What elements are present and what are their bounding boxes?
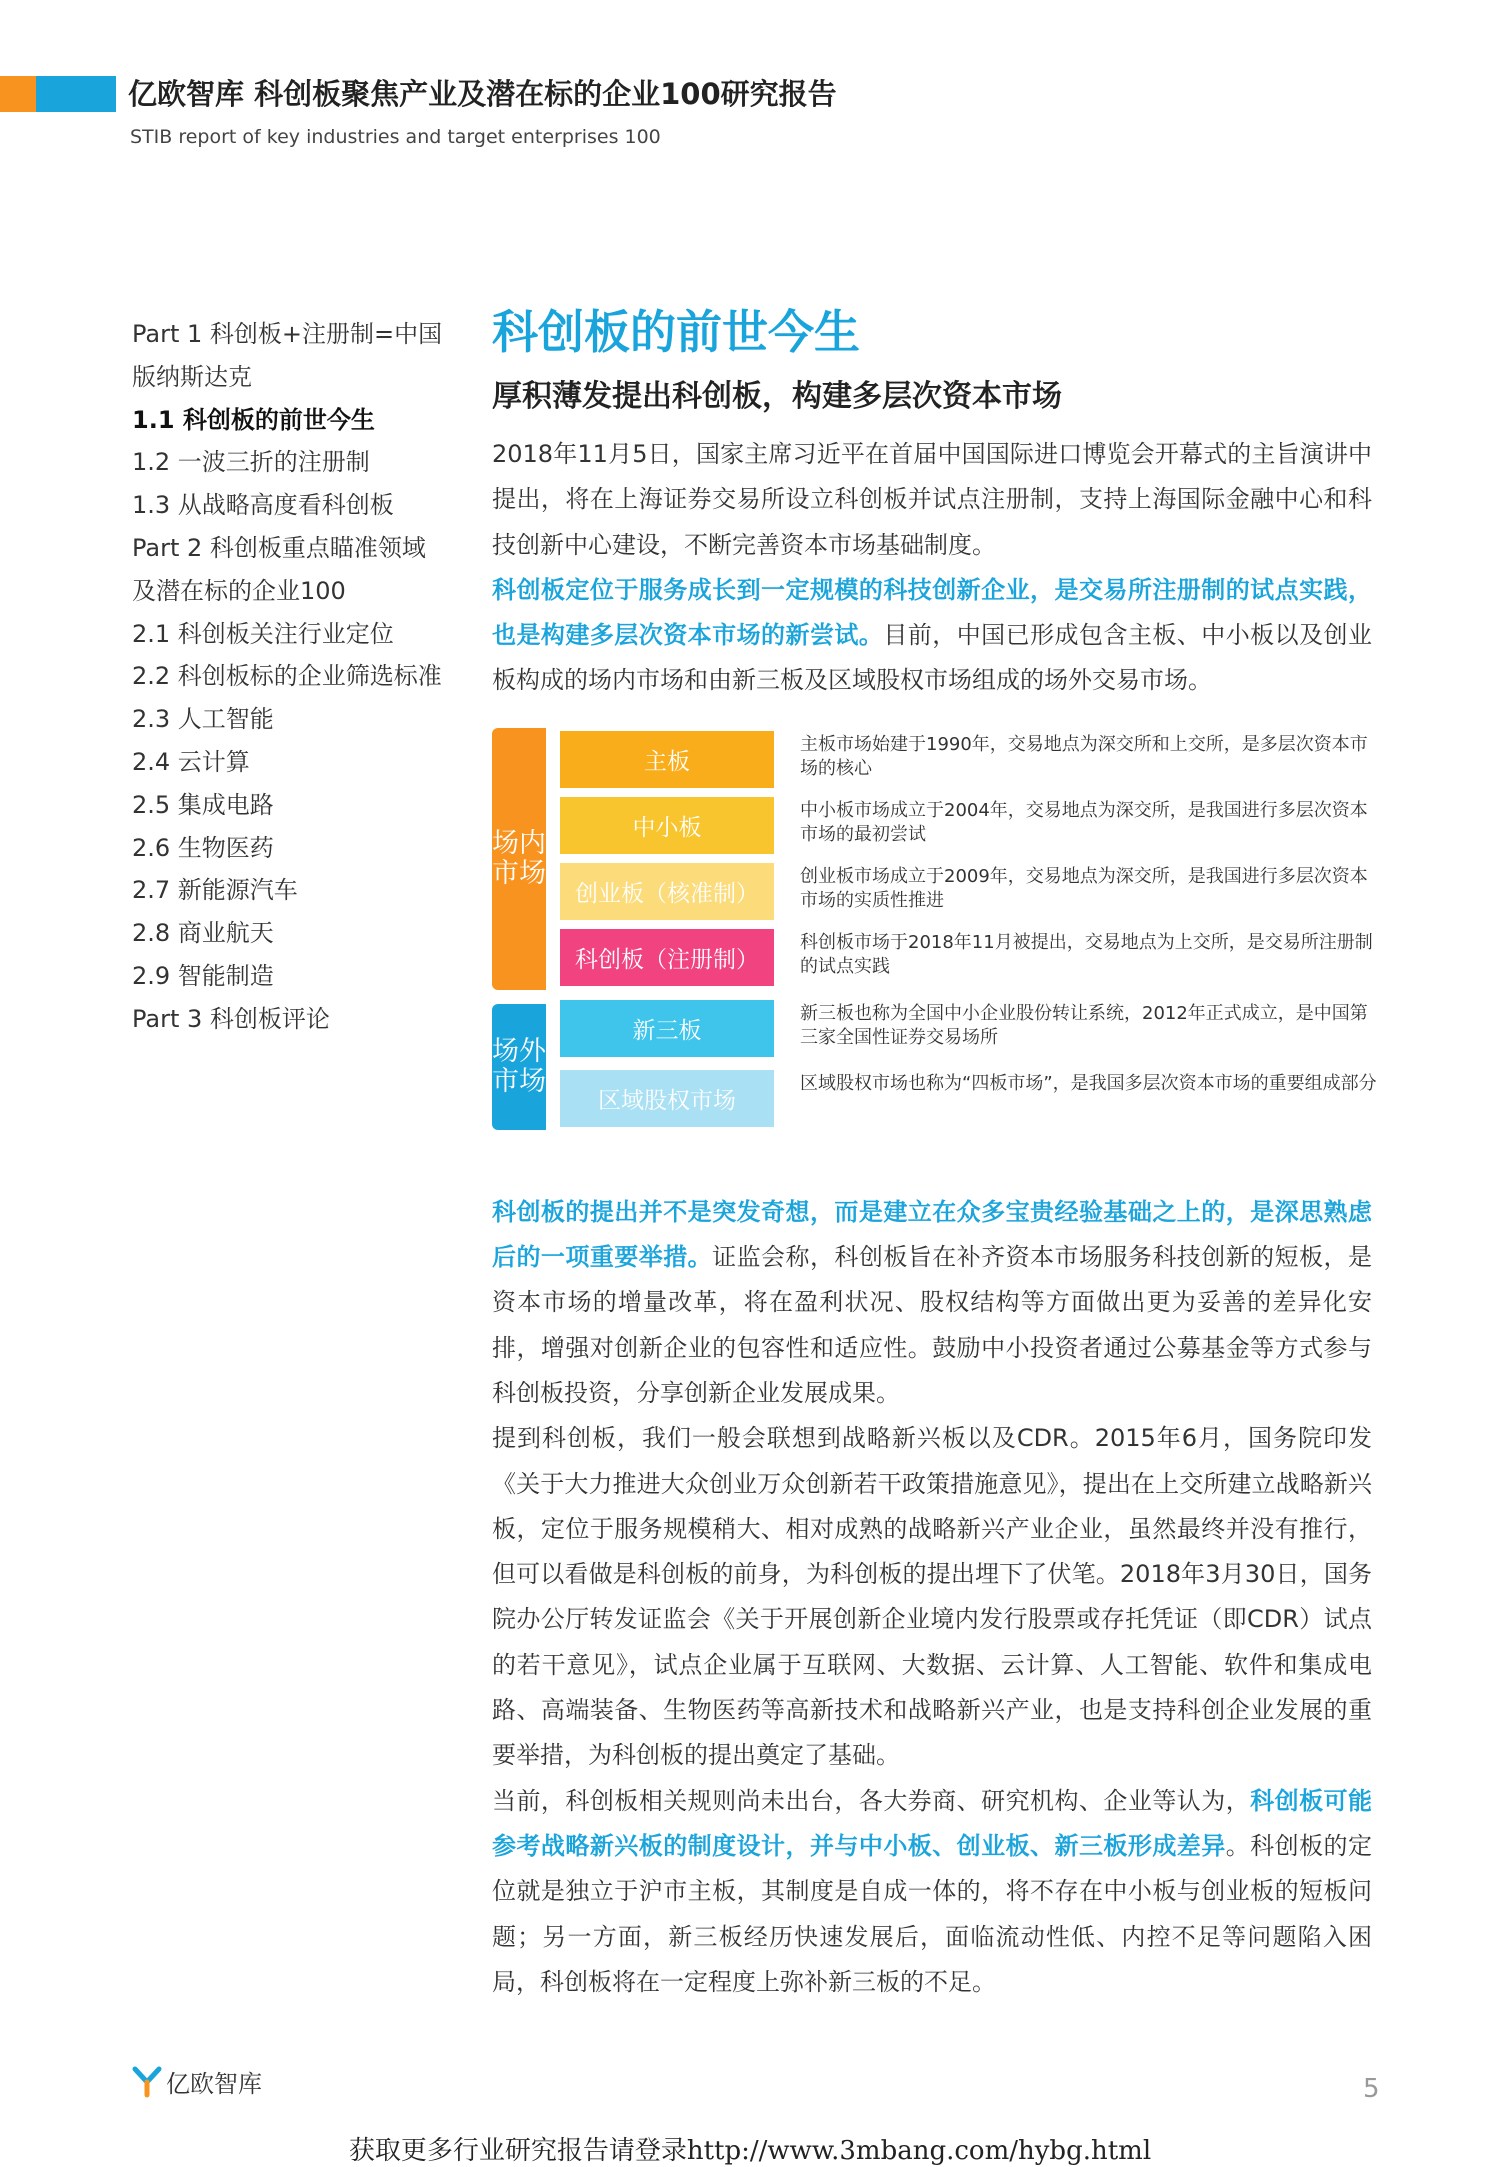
paragraph-2-highlight: 科创板定位于服务成长到一定规模的科技创新企业，是交易所注册制的试点实践，也是构建多层次资本市场的新尝试。 — [492, 575, 1372, 650]
market-desc-neeq: 新三板也称为全国中小企业股份转让系统，2012年正式成立，是中国第三家全国性证券交易场所 — [800, 1002, 1368, 1048]
market-bar-chinext: 创业板（核准制） — [560, 863, 774, 920]
toc-item-2-8[interactable]: 2.8 商业航天 — [132, 919, 274, 948]
header-blue-block — [36, 76, 116, 112]
toc-item-1-3[interactable]: 1.3 从战略高度看科创板 — [132, 491, 394, 520]
paragraph-5-text-b: 。科创板的定位就是独立于沪市主板，其制度是自成一体的，将不存在中小板与创业板的短板问题；另一方面，新三板经历快速发展后，面临流动性低、内控不足等问题陷入困局，科创板将在一定程度上弥补新三板的不足。 — [492, 1831, 1373, 1996]
toc-item-2-6[interactable]: 2.6 生物医药 — [132, 833, 274, 862]
market-structure-diagram — [492, 728, 1377, 1152]
market-bar-sme-board: 中小板 — [560, 797, 774, 854]
toc-item-1-2[interactable]: 1.2 一波三折的注册制 — [132, 448, 370, 477]
toc-item-2-9[interactable]: 2.9 智能制造 — [132, 961, 274, 990]
market-bar-regional-equity: 区域股权市场 — [560, 1070, 774, 1127]
paragraph-1: 2018年11月5日，国家主席习近平在首届中国国际进口博览会开幕式的主旨演讲中提出，将在上海证券交易所设立科创板并试点注册制，支持上海国际金融中心和科技创新中心建设，不断完善资本市场基础制度。 — [492, 440, 1372, 559]
market-desc-sme-board: 中小板市场成立于2004年，交易地点为深交所，是我国进行多层次资本市场的最初尝试 — [800, 799, 1368, 845]
yiou-logo-icon — [132, 2066, 162, 2098]
market-bar-neeq: 新三板 — [560, 1000, 774, 1057]
paragraph-2-text: 目前，中国已形成包含主板、中小板以及创业板构成的场内市场和由新三板及区域股权市场组成的场外交易市场。 — [492, 621, 1373, 695]
outside-market-label: 场外市场 — [492, 1004, 546, 1130]
paragraph-5 — [492, 1779, 1372, 2005]
toc-item-1-1[interactable]: 1.1 科创板的前世今生 — [132, 405, 375, 434]
paragraph-5-highlight: 科创板可能参考战略新兴板的制度设计，并与中小板、创业板、新三板形成差异 — [492, 1786, 1373, 1860]
market-desc-main-board: 主板市场始建于1990年，交易地点为深交所和上交所，是多层次资本市场的核心 — [800, 733, 1368, 779]
paragraph-5-text-a: 当前，科创板相关规则尚未出台，各大券商、研究机构、企业等认为， — [492, 1786, 1251, 1815]
section-subtitle: 厚积薄发提出科创板，构建多层次资本市场 — [492, 379, 1062, 414]
market-desc-chinext: 创业板市场成立于2009年，交易地点为深交所，是我国进行多层次资本市场的实质性推进 — [800, 865, 1368, 911]
market-desc-star-market: 科创板市场于2018年11月被提出，交易地点为上交所，是交易所注册制的试点实践 — [800, 931, 1373, 977]
toc-item-2-1[interactable]: 2.1 科创板关注行业定位 — [132, 619, 394, 648]
page-number: 5 — [1363, 2074, 1380, 2104]
toc-part1-line2[interactable]: 版纳斯达克 — [132, 362, 252, 391]
toc-part1-line1[interactable]: Part 1 科创板+注册制=中国 — [132, 320, 443, 348]
report-subtitle: STIB report of key industries and target enterprises 100 — [130, 126, 661, 148]
toc-item-2-2[interactable]: 2.2 科创板标的企业筛选标准 — [132, 662, 442, 691]
promo-link-text[interactable]: 获取更多行业研究报告请登录http://www.3mbang.com/hybg.html — [348, 2136, 1152, 2166]
toc-part2-line2[interactable]: 及潜在标的企业100 — [132, 576, 346, 605]
section-title: 科创板的前世今生 — [492, 305, 860, 359]
paragraph-3 — [492, 1190, 1372, 1416]
footer-logo — [132, 2064, 262, 2099]
footer-logo-text: 亿欧智库 — [166, 2070, 262, 2098]
paragraph-3-text: 证监会称，科创板旨在补齐资本市场服务科技创新的短板，是资本市场的增量改革，将在盈利状况、股权结构等方面做出更为妥善的差异化安排，增强对创新企业的包容性和适应性。鼓励中小投资者通过公募基金等方式参与科创板投资，分享创新企业发展成果。 — [492, 1243, 1373, 1407]
market-bar-star-market: 科创板（注册制） — [560, 929, 774, 986]
toc-part3[interactable]: Part 3 科创板评论 — [132, 1004, 330, 1033]
toc-item-2-5[interactable]: 2.5 集成电路 — [132, 790, 274, 819]
toc-item-2-7[interactable]: 2.7 新能源汽车 — [132, 876, 298, 905]
market-desc-regional-equity: 区域股权市场也称为“四板市场”，是我国多层次资本市场的重要组成部分 — [800, 1072, 1377, 1094]
paragraph-3-highlight: 科创板的提出并不是突发奇想，而是建立在众多宝贵经验基础之上的，是深思熟虑后的一项重要举措。 — [492, 1197, 1372, 1272]
main-content — [492, 302, 1377, 2005]
market-bar-main-board: 主板 — [560, 731, 774, 788]
toc-item-2-4[interactable]: 2.4 云计算 — [132, 747, 250, 776]
inside-market-label: 场内市场 — [492, 728, 546, 990]
paragraph-2 — [492, 568, 1372, 704]
toc-item-2-3[interactable]: 2.3 人工智能 — [132, 705, 274, 734]
header-orange-block — [0, 76, 36, 112]
toc-part2-line1[interactable]: Part 2 科创板重点瞄准领域 — [132, 533, 426, 562]
table-of-contents — [132, 313, 452, 1041]
report-title: 亿欧智库 科创板聚焦产业及潜在标的企业100研究报告 — [128, 77, 837, 111]
paragraph-4: 提到科创板，我们一般会联想到战略新兴板以及CDR。2015年6月，国务院印发《关于大力推进大众创业万众创新若干政策措施意见》，提出在上交所建立战略新兴板，定位于服务规模稍大、相对成熟的战略新兴产业企业，虽然最终并没有推行，但可以看做是科创板的前身，为科创板的提出埋下了伏笔。2018年3月30日，国务院办公厅转发证监会《关于开展创新企业境内发行股票或存托凭证（即CDR）试点的若干意见》，试点企业属于互联网、大数据、云计算、人工智能、软件和集成电路、高端装备、生物医药等高新技术和战略新兴产业，也是支持科创企业发展的重要举措，为科创板的提出奠定了基础。 — [492, 1424, 1372, 1770]
